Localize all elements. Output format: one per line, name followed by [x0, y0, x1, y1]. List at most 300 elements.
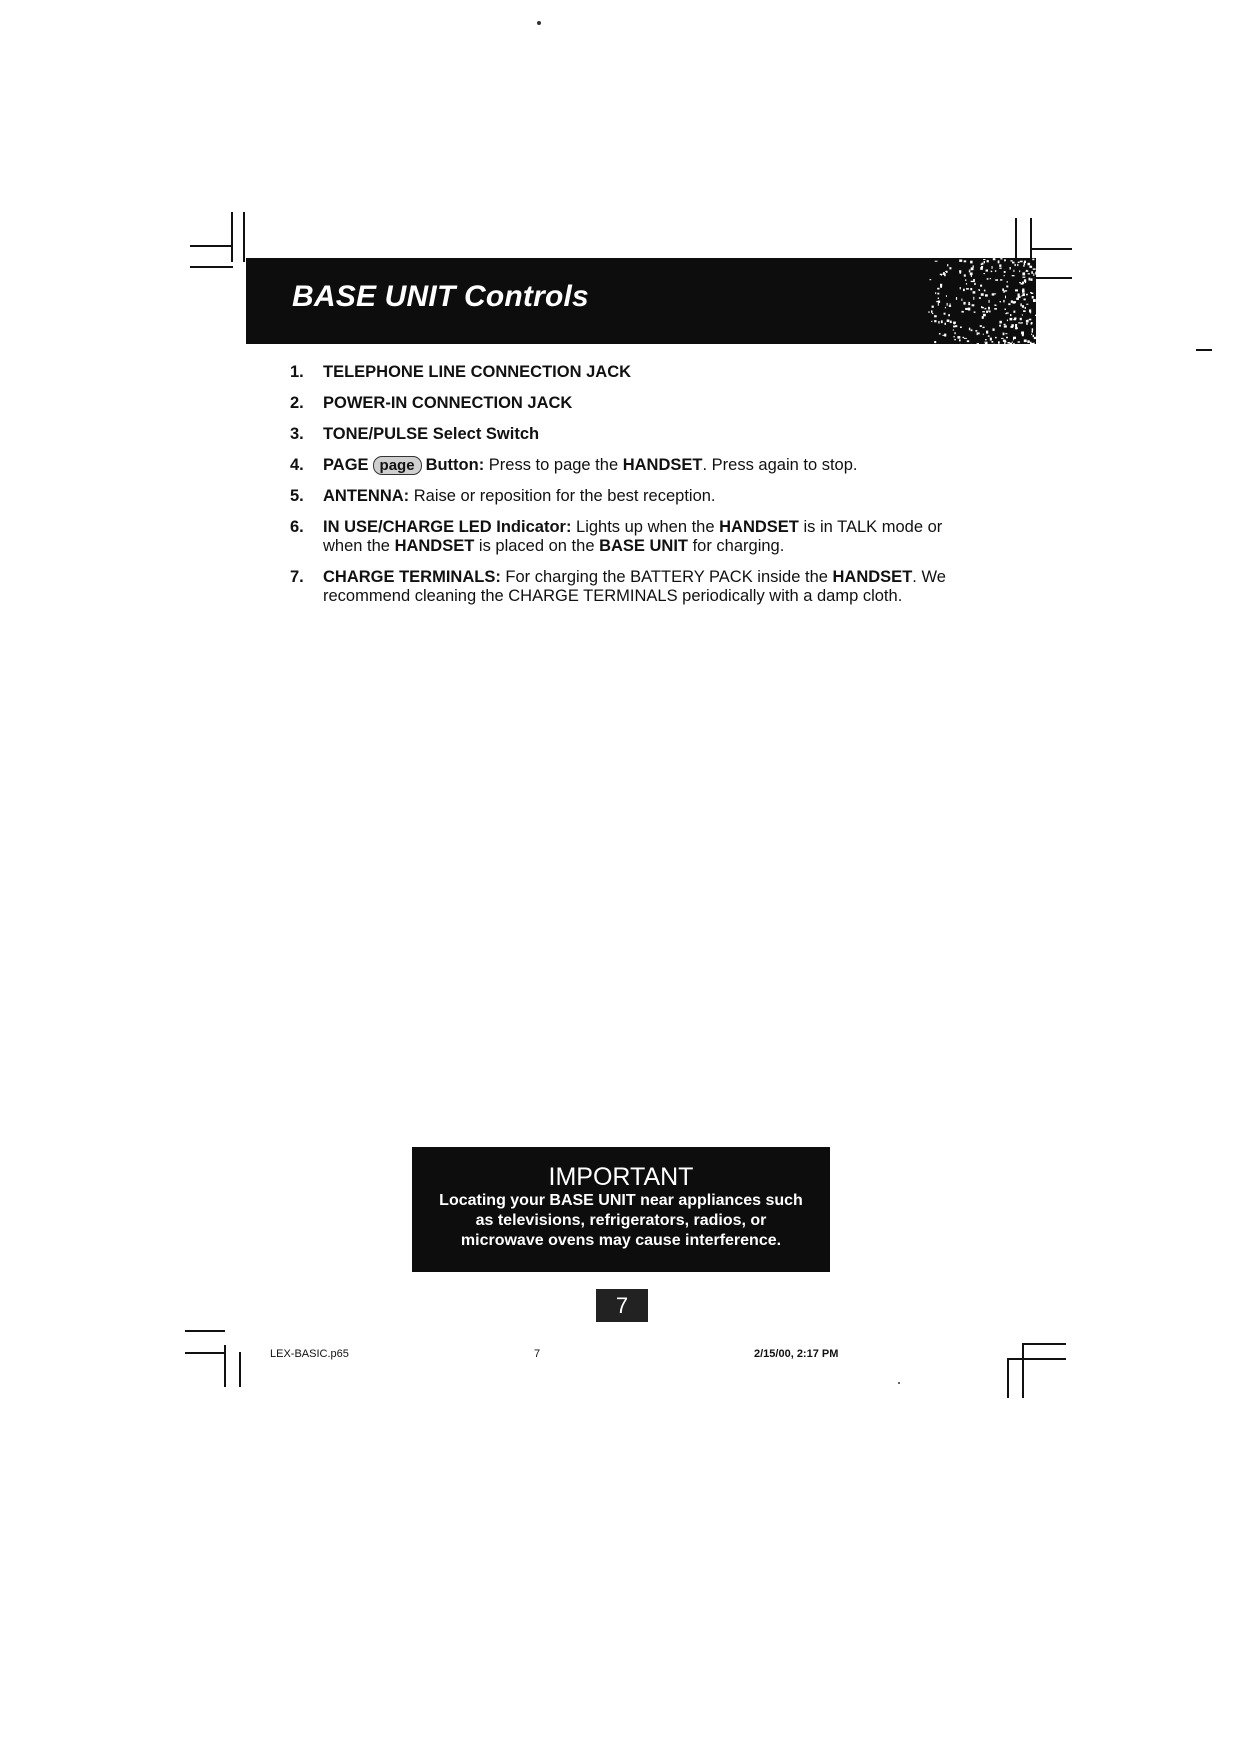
noise-speck — [987, 278, 989, 280]
noise-speck — [937, 293, 939, 295]
noise-speck — [935, 292, 936, 294]
noise-speck — [971, 329, 973, 331]
noise-speck — [1021, 283, 1024, 285]
noise-speck — [949, 305, 951, 307]
noise-speck — [1030, 342, 1032, 344]
noise-speck — [953, 336, 954, 337]
noise-speck — [938, 301, 940, 303]
noise-speck — [969, 271, 971, 273]
noise-speck — [1031, 334, 1032, 335]
noise-speck — [983, 327, 985, 328]
noise-speck — [1031, 278, 1033, 281]
item-number: 6. — [290, 518, 304, 536]
noise-speck — [1006, 337, 1008, 338]
noise-speck — [1024, 279, 1026, 282]
noise-speck — [984, 261, 985, 263]
noise-speck — [978, 333, 980, 335]
noise-speck — [963, 289, 965, 291]
noise-speck — [1011, 260, 1013, 261]
noise-speck — [1025, 307, 1026, 309]
noise-speck — [1033, 273, 1034, 276]
noise-speck — [1022, 272, 1025, 275]
title-bar — [246, 258, 1036, 344]
noise-speck — [1003, 291, 1005, 292]
noise-speck — [993, 258, 996, 260]
speck — [537, 21, 541, 25]
item-text: for charging. — [688, 537, 785, 555]
noise-speck — [983, 259, 985, 260]
noise-speck — [990, 338, 992, 341]
noise-speck — [988, 311, 989, 312]
noise-speck — [1021, 332, 1024, 335]
noise-speck — [998, 341, 1000, 343]
noise-speck — [1006, 313, 1009, 314]
crop-mark-top-right — [1030, 248, 1072, 250]
noise-speck — [947, 320, 950, 323]
noise-speck — [943, 272, 945, 275]
noise-speck — [960, 287, 961, 289]
noise-speck — [1032, 328, 1033, 331]
item-number: 7. — [290, 568, 304, 586]
noise-speck — [1015, 264, 1016, 266]
noise-speck — [986, 331, 988, 334]
noise-speck — [1028, 273, 1030, 274]
noise-speck — [1029, 266, 1032, 268]
noise-speck — [1015, 289, 1018, 291]
noise-speck — [974, 312, 976, 313]
noise-speck — [980, 267, 983, 270]
item-text: For charging the BATTERY PACK inside the — [500, 568, 833, 586]
item-keyword: BASE UNIT — [599, 537, 688, 555]
noise-speck — [1020, 303, 1021, 306]
noise-speck — [1010, 318, 1013, 321]
noise-speck — [959, 260, 962, 262]
noise-speck — [964, 338, 967, 339]
noise-speck — [1024, 340, 1027, 343]
noise-speck — [995, 279, 998, 281]
list-item — [290, 518, 950, 556]
noise-speck — [947, 264, 948, 266]
noise-speck — [965, 308, 968, 310]
noise-speck — [977, 332, 978, 335]
noise-speck — [1026, 270, 1028, 272]
footer-datetime: 2/15/00, 2:17 PM — [754, 1348, 839, 1360]
noise-speck — [983, 314, 986, 317]
noise-speck — [999, 268, 1001, 269]
noise-speck — [968, 302, 970, 304]
noise-speck — [1008, 342, 1010, 344]
noise-speck — [934, 341, 936, 343]
noise-speck — [1033, 299, 1036, 302]
item-subheading: Button: — [425, 456, 485, 474]
noise-speck — [1022, 277, 1025, 278]
noise-speck — [986, 270, 988, 272]
noise-speck — [1004, 275, 1005, 276]
noise-speck — [999, 321, 1002, 324]
noise-speck — [940, 284, 942, 287]
noise-speck — [938, 298, 939, 300]
noise-speck — [994, 308, 997, 310]
noise-speck — [1003, 340, 1006, 342]
noise-speck — [963, 302, 965, 305]
crop-mark-top-left — [231, 212, 233, 262]
noise-speck — [1026, 304, 1028, 305]
noise-speck — [928, 311, 929, 313]
noise-speck — [1024, 299, 1026, 301]
noise-speck — [1010, 343, 1013, 344]
crop-mark-top-right — [1030, 277, 1072, 279]
page-title: BASE UNIT Controls — [292, 280, 589, 313]
list-item — [290, 487, 950, 506]
noise-speck — [970, 273, 973, 276]
noise-speck — [1031, 271, 1033, 274]
noise-speck — [981, 293, 984, 296]
noise-speck — [1027, 340, 1030, 343]
crop-mark-bottom-right — [1022, 1343, 1024, 1398]
noise-speck — [1003, 333, 1005, 336]
noise-speck — [1019, 271, 1020, 273]
noise-speck — [970, 261, 973, 264]
noise-speck — [945, 307, 946, 308]
noise-speck — [984, 290, 986, 292]
noise-speck — [1022, 290, 1025, 293]
noise-speck — [1006, 286, 1008, 288]
noise-speck — [1017, 264, 1018, 266]
noise-speck — [995, 337, 997, 338]
noise-speck — [985, 308, 987, 310]
noise-speck — [982, 263, 984, 265]
footer-page: 7 — [534, 1348, 541, 1360]
noise-speck — [973, 297, 974, 300]
noise-speck — [1001, 338, 1004, 339]
item-heading: PAGE — [323, 456, 369, 474]
noise-speck — [934, 315, 937, 317]
noise-speck — [944, 313, 946, 315]
noise-speck — [1035, 272, 1036, 275]
noise-speck — [967, 340, 969, 342]
crop-mark-top-left — [190, 245, 233, 247]
noise-speck — [995, 270, 996, 272]
noise-speck — [963, 337, 965, 338]
noise-speck — [985, 294, 988, 296]
noise-speck — [979, 297, 981, 299]
scan-noise-pattern — [928, 258, 1036, 344]
list-item — [290, 394, 950, 413]
noise-speck — [1023, 310, 1026, 312]
item-text: . We recommend cleaning the CHARGE TERMINALS periodically with a damp cloth. — [323, 568, 946, 605]
controls-list — [290, 363, 950, 618]
list-item — [290, 425, 950, 444]
noise-speck — [1005, 296, 1006, 299]
noise-speck — [935, 261, 938, 262]
noise-speck — [934, 320, 936, 322]
crop-mark-top-left — [190, 266, 233, 268]
noise-speck — [1032, 331, 1033, 333]
noise-speck — [1003, 300, 1004, 303]
item-keyword: HANDSET — [832, 568, 913, 586]
noise-speck — [1018, 294, 1020, 297]
noise-speck — [1030, 292, 1032, 293]
noise-speck — [1015, 317, 1017, 320]
noise-speck — [968, 308, 970, 311]
noise-speck — [999, 325, 1001, 327]
noise-speck — [1029, 309, 1031, 312]
noise-speck — [1007, 320, 1008, 322]
noise-speck — [1023, 265, 1024, 267]
noise-speck — [1004, 271, 1006, 273]
noise-speck — [1020, 261, 1023, 263]
noise-speck — [982, 316, 984, 319]
list-item — [290, 568, 950, 606]
noise-speck — [1010, 267, 1011, 270]
crop-mark-bottom-left — [224, 1345, 226, 1387]
noise-speck — [1000, 279, 1002, 280]
noise-speck — [1004, 259, 1006, 261]
noise-speck — [1012, 275, 1015, 276]
item-number: 1. — [290, 363, 304, 381]
noise-speck — [945, 271, 947, 272]
noise-speck — [990, 278, 991, 279]
item-heading: TONE/PULSE Select Switch — [323, 425, 540, 443]
important-line: microwave ovens may cause interference. — [460, 1232, 782, 1249]
item-text: Press to page the — [484, 456, 623, 474]
item-keyword: HANDSET — [622, 456, 703, 474]
noise-speck — [1031, 322, 1033, 324]
noise-speck — [1022, 314, 1023, 315]
noise-speck — [1004, 342, 1005, 344]
crop-mark-bottom-left — [185, 1352, 225, 1354]
noise-speck — [1026, 323, 1028, 325]
noise-speck — [1004, 324, 1006, 325]
noise-speck — [938, 303, 939, 306]
noise-speck — [1016, 325, 1017, 327]
noise-speck — [993, 328, 995, 331]
noise-speck — [954, 339, 956, 340]
noise-speck — [962, 311, 964, 313]
noise-speck — [1013, 311, 1015, 313]
noise-speck — [988, 307, 990, 310]
item-keyword: HANDSET — [719, 518, 799, 536]
noise-speck — [959, 270, 961, 272]
important-line: as televisions, refrigerators, radios, or — [475, 1212, 767, 1229]
noise-speck — [980, 325, 982, 327]
margin-dash — [1196, 349, 1212, 351]
item-number: 3. — [290, 425, 304, 443]
noise-speck — [960, 327, 962, 329]
noise-speck — [1005, 309, 1007, 310]
noise-speck — [956, 297, 957, 300]
noise-speck — [969, 328, 970, 331]
item-keyword: HANDSET — [394, 537, 475, 555]
crop-mark-bottom-left — [185, 1330, 225, 1332]
item-text: is placed on the — [474, 537, 600, 555]
noise-speck — [1018, 341, 1020, 342]
noise-speck — [1012, 262, 1015, 264]
noise-speck — [966, 283, 967, 284]
noise-speck — [995, 305, 997, 306]
noise-speck — [938, 321, 939, 324]
noise-speck — [986, 342, 988, 344]
noise-speck — [1011, 300, 1013, 302]
item-heading: TELEPHONE LINE CONNECTION JACK — [323, 363, 632, 381]
noise-speck — [937, 288, 939, 290]
noise-speck — [932, 306, 934, 308]
noise-speck — [1012, 342, 1013, 343]
noise-speck — [1008, 303, 1010, 305]
noise-speck — [930, 279, 932, 280]
noise-speck — [989, 300, 990, 303]
noise-speck — [1029, 278, 1031, 281]
noise-speck — [999, 264, 1001, 267]
noise-speck — [982, 307, 984, 308]
item-text: Raise or reposition for the best reception. — [409, 487, 716, 505]
noise-speck — [985, 339, 987, 340]
noise-speck — [982, 311, 985, 312]
noise-speck — [1015, 328, 1018, 329]
noise-speck — [1022, 334, 1024, 336]
crop-mark-bottom-left — [239, 1352, 241, 1387]
speck — [898, 1382, 900, 1384]
noise-speck — [987, 260, 989, 262]
page-button-icon: page — [373, 456, 422, 475]
important-notice — [412, 1147, 830, 1272]
crop-mark-bottom-right — [1022, 1343, 1066, 1345]
noise-speck — [1004, 325, 1007, 327]
noise-speck — [1010, 314, 1011, 316]
item-number: 4. — [290, 456, 304, 474]
noise-speck — [983, 334, 984, 335]
noise-speck — [988, 335, 990, 336]
noise-speck — [964, 260, 967, 262]
noise-speck — [1002, 288, 1004, 291]
noise-speck — [959, 339, 961, 341]
noise-speck — [973, 279, 975, 282]
noise-speck — [1013, 338, 1014, 340]
noise-speck — [1016, 298, 1019, 300]
noise-speck — [1029, 319, 1032, 321]
noise-speck — [1033, 268, 1036, 269]
noise-speck — [973, 291, 976, 293]
noise-speck — [991, 271, 993, 272]
noise-speck — [954, 332, 955, 334]
noise-speck — [1011, 324, 1013, 327]
noise-speck — [961, 299, 962, 301]
noise-speck — [989, 311, 991, 313]
noise-speck — [993, 293, 996, 294]
noise-speck — [1005, 333, 1007, 334]
noise-speck — [984, 273, 986, 274]
item-heading: ANTENNA: — [323, 487, 410, 505]
noise-speck — [1015, 301, 1016, 303]
noise-speck — [966, 288, 969, 290]
noise-speck — [1022, 293, 1025, 296]
noise-speck — [992, 266, 993, 269]
noise-speck — [968, 304, 970, 306]
noise-speck — [953, 326, 955, 327]
noise-speck — [1000, 301, 1001, 302]
noise-speck — [953, 322, 956, 324]
noise-speck — [965, 279, 966, 281]
noise-speck — [1004, 290, 1007, 291]
noise-speck — [975, 330, 977, 332]
noise-speck — [940, 274, 943, 275]
noise-speck — [1024, 261, 1026, 263]
noise-speck — [945, 323, 947, 325]
noise-speck — [946, 295, 947, 297]
noise-speck — [1032, 259, 1034, 261]
noise-speck — [931, 310, 933, 312]
noise-speck — [1033, 335, 1034, 337]
important-title: IMPORTANT — [548, 1163, 694, 1191]
noise-speck — [1020, 318, 1022, 320]
noise-speck — [972, 304, 975, 306]
item-heading: POWER-IN CONNECTION JACK — [323, 394, 573, 412]
noise-speck — [1013, 343, 1015, 344]
noise-speck — [948, 314, 950, 316]
noise-speck — [1035, 315, 1036, 316]
noise-speck — [1034, 337, 1036, 339]
page-number-badge: 7 — [596, 1289, 648, 1322]
list-item — [290, 363, 950, 382]
noise-speck — [1018, 262, 1020, 263]
item-text: Lights up when the — [571, 518, 720, 536]
noise-speck — [998, 260, 1000, 263]
noise-speck — [964, 274, 966, 276]
noise-speck — [939, 333, 941, 334]
item-heading: IN USE/CHARGE LED Indicator: — [323, 518, 572, 536]
noise-speck — [949, 267, 951, 269]
noise-speck — [977, 343, 979, 344]
noise-speck — [971, 267, 974, 270]
noise-speck — [1007, 281, 1008, 282]
noise-speck — [941, 320, 943, 323]
noise-speck — [980, 285, 982, 287]
noise-speck — [950, 321, 952, 324]
noise-speck — [1031, 343, 1034, 344]
item-heading: CHARGE TERMINALS: — [323, 568, 501, 586]
noise-speck — [969, 270, 971, 271]
noise-speck — [1027, 320, 1029, 321]
crop-mark-bottom-right — [1007, 1358, 1066, 1360]
noise-speck — [1018, 322, 1020, 323]
noise-speck — [944, 334, 946, 337]
noise-speck — [931, 321, 932, 322]
item-text: is in TALK mode or when the — [323, 518, 943, 555]
noise-speck — [970, 288, 972, 290]
noise-speck — [974, 283, 976, 285]
noise-speck — [957, 336, 960, 339]
noise-speck — [1000, 258, 1002, 259]
noise-speck — [1026, 294, 1028, 296]
noise-speck — [1028, 263, 1031, 266]
noise-speck — [992, 341, 994, 343]
item-number: 5. — [290, 487, 304, 505]
noise-speck — [947, 303, 948, 306]
crop-mark-top-left — [243, 212, 245, 262]
noise-speck — [1022, 306, 1023, 307]
noise-speck — [979, 289, 980, 291]
noise-speck — [953, 329, 954, 330]
item-text: . Press again to stop. — [702, 456, 858, 474]
crop-mark-bottom-right — [1007, 1358, 1009, 1398]
footer-filename: LEX-BASIC.p65 — [270, 1348, 349, 1360]
noise-speck — [1013, 270, 1014, 272]
item-number: 2. — [290, 394, 304, 412]
noise-speck — [1022, 295, 1023, 296]
important-line: Locating your BASE UNIT near appliances such — [439, 1192, 803, 1209]
noise-speck — [1032, 296, 1034, 299]
noise-speck — [932, 313, 933, 314]
